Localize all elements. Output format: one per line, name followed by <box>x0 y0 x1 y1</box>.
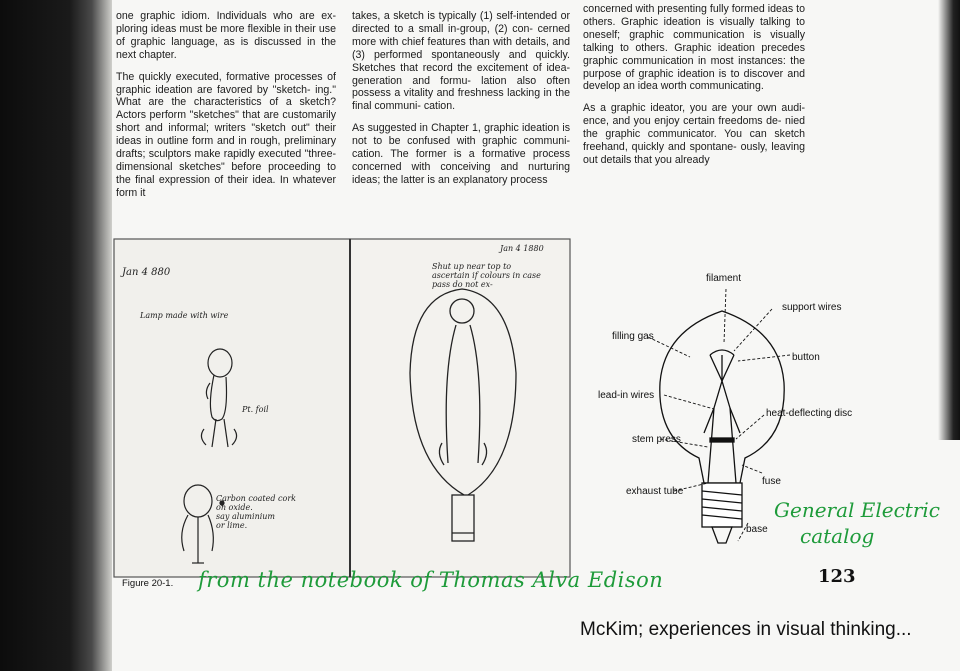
diagram-label-fuse: fuse <box>762 476 781 487</box>
paragraph: takes, a sketch is typically (1) self-intended or directed to a small in-group, (2) con- cerned more with chief features than with details, and (3) performed spontaneously and quickly. Sketches that record the excitement of idea-generation and formu- lation also often possess a vitality and freshness lacking in the final communi- cation. <box>352 10 570 113</box>
diagram-label-filament: filament <box>706 273 742 284</box>
notebook-note-line: ascertain if colours in case <box>432 271 541 280</box>
edison-notebook <box>114 239 570 577</box>
handwritten-note-ge: General Electric <box>774 498 940 522</box>
notebook-note-line: pass do not ex- <box>432 280 493 289</box>
text-column-middle <box>352 10 570 196</box>
notebook-note-line: on oxide. <box>216 503 253 512</box>
notebook-label-foil: Pt. foil <box>242 405 269 414</box>
diagram-label-filling-gas: filling gas <box>612 331 654 342</box>
diagram-label-button: button <box>792 352 820 363</box>
notebook-note-line: Carbon coated cork <box>216 494 296 503</box>
notebook-note-line: Shut up near top to <box>432 262 512 271</box>
paragraph: one graphic idiom. Individuals who are ex- ploring ideas must be more flexible in their use of graphic language, as is discussed in the next chapter. <box>116 10 336 61</box>
source-citation: McKim; experiences in visual thinking... <box>580 619 912 640</box>
notebook-note-left <box>216 494 336 530</box>
notebook-note-right <box>432 262 582 289</box>
book-binding-shadow <box>0 0 112 671</box>
notebook-date-right: Jan 4 1880 <box>500 244 544 253</box>
paragraph: As a graphic ideator, you are your own audi- ence, and you enjoy certain freedoms de- nied the graphic communicator. You can sketch freehand, quickly and spontane- ously, leaving out details that you already <box>583 102 805 166</box>
notebook-note-line: or lime. <box>216 521 248 530</box>
diagram-label-heat-deflecting-disc: heat-deflecting disc <box>766 408 853 419</box>
diagram-label-exhaust-tube: exhaust tube <box>626 486 684 497</box>
notebook-date-left: Jan 4 880 <box>122 267 171 278</box>
text-column-right <box>583 3 805 176</box>
diagram-label-support-wires: support wires <box>782 302 842 313</box>
notebook-caption-left: Lamp made with wire <box>140 311 229 320</box>
notebook-note-line: say aluminium <box>216 512 276 521</box>
text-column-left <box>116 10 336 209</box>
handwritten-note-catalog: catalog <box>800 524 875 548</box>
diagram-label-stem-press: stem press <box>632 434 681 445</box>
paragraph: concerned with presenting fully formed ideas to others. Graphic ideation is visually talking to oneself; graphic communication is visually talking to others. Graphic ideation precedes graphic communication in most instances: the purpose of graphic ideation is to discover and develop an idea worth communicating. <box>583 3 805 93</box>
diagram-label-base: base <box>746 524 768 535</box>
diagram-label-lead-in-wires: lead-in wires <box>598 390 655 401</box>
handwritten-note-edison: from the notebook of Thomas Alva Edison <box>198 568 664 592</box>
figure-caption: Figure 20-1. <box>122 578 174 589</box>
paragraph: As suggested in Chapter 1, graphic ideation is not to be confused with graphic communi- cation. The former is a formative process concerned with conceiving and nurturing ideas; the latter is an explanatory process <box>352 122 570 186</box>
paragraph: The quickly executed, formative processes of graphic ideation are favored by "sketch- ing." What are the characteristics of a sketch? Actors perform "sketches" that are customarily short and informal; writers "sketch out" their ideas in outline form and in rough, preliminary drafts; sculptors make rapidly executed "three-dimensional sketches" before proceeding to the final expression of their idea. In whatever form it <box>116 70 336 199</box>
page-number: 123 <box>818 566 856 587</box>
